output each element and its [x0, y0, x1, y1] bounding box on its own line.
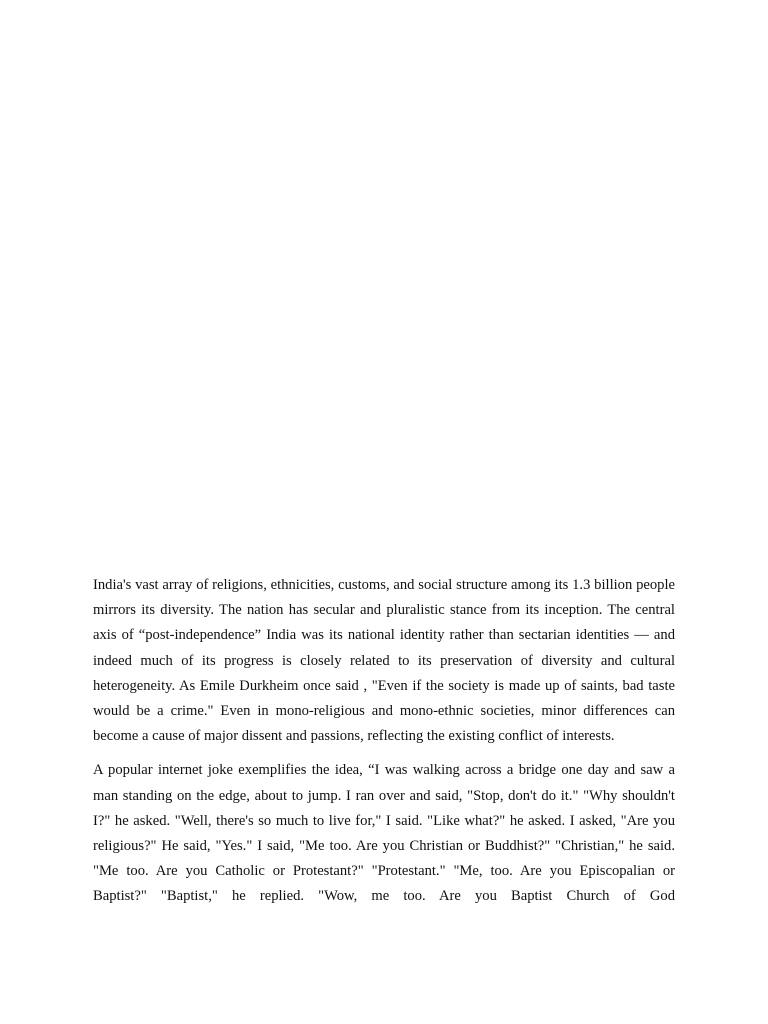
paragraph-internet-joke: A popular internet joke exemplifies the idea, “I was walking across a bridge one day and saw a man standing on the edge, about to jump. I ran over and said, "Stop, don't do it." "Why shouldn't I?" he asked. "Well, there's so much to live for," I said. "Like what?" he asked. I asked, "Are you religious?" He said, "Yes." I said, "Me too. Are you Christian or Buddhist?" "Christian," he said. "Me too. Are you Catholic or Protestant?" "Protestant." "Me, too. Are you Episcopalian or Baptist?" "Baptist," he replied. "Wow, me too. Are you Baptist Church of God — [93, 762, 675, 905]
paragraph-diversity: India's vast array of religions, ethnicities, customs, and social structure among its 1.3 billion people mirrors its diversity. The nation has secular and pluralistic stance from its inception. The central axis of “post-independence” India was its national identity rather than sectarian identities — and indeed much of its progress is closely related to its preservation of diversity and cultural heterogeneity. As Emile Durkheim once said , "Even if the society is made up of saints, bad taste would be a crime." Even in mono-religious and mono-ethnic societies, minor differences can become a cause of major dissent and passions, reflecting the existing conflict of interests. — [93, 577, 675, 745]
body-text — [93, 573, 675, 910]
